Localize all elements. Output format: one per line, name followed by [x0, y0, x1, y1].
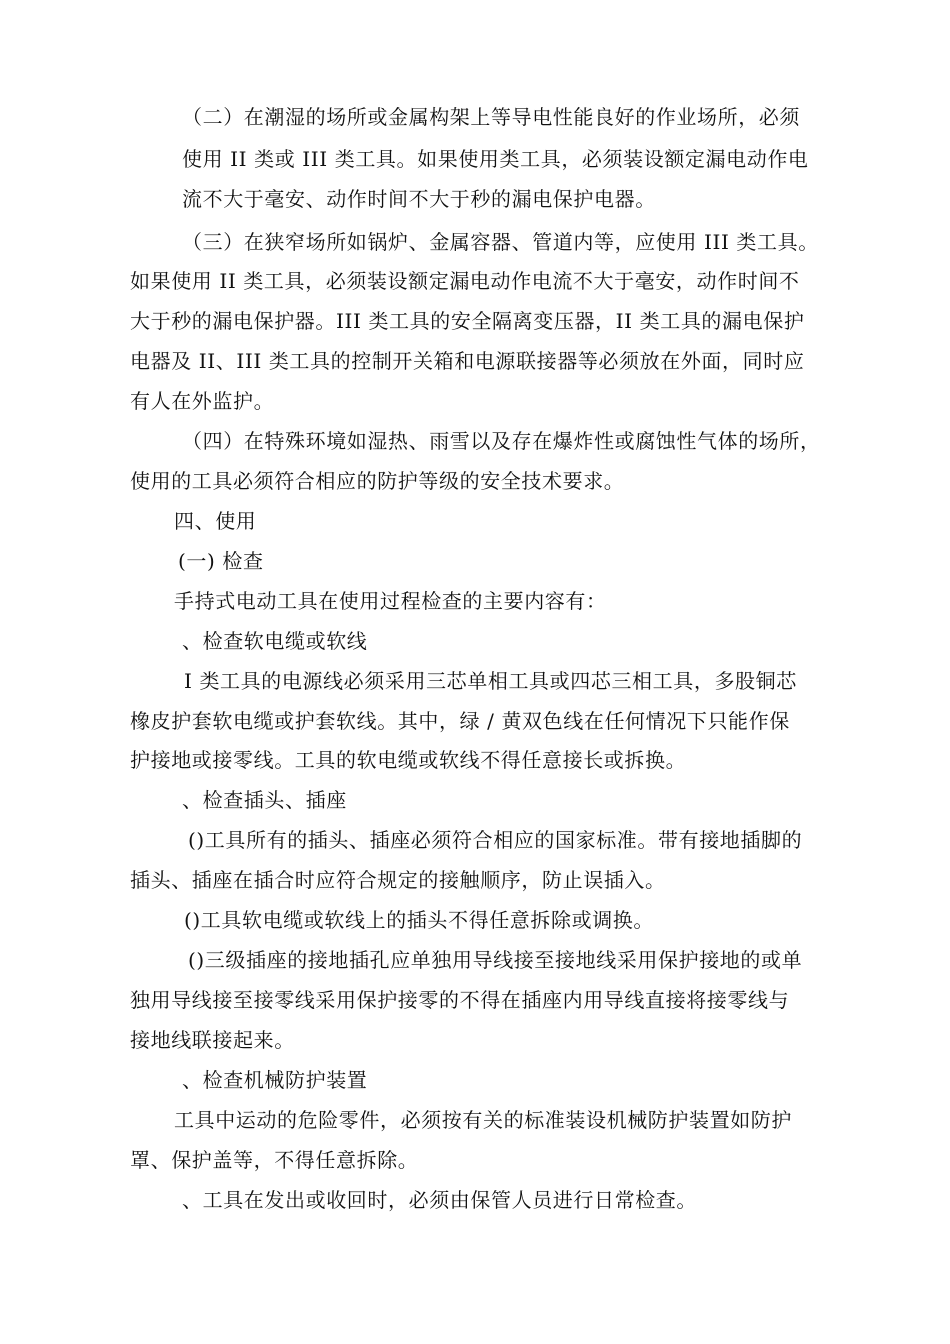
text-line: 有人在外监护。: [130, 389, 275, 413]
section-heading: 四、使用: [174, 509, 257, 533]
item-heading: 、检查机械防护装置: [182, 1068, 368, 1092]
subsection-heading: (一) 检查: [178, 549, 264, 573]
text-line: ()三级插座的接地插孔应单独用导线接至接地线采用保护接地的或单: [188, 948, 803, 972]
text-line: 手持式电动工具在使用过程检查的主要内容有：: [174, 589, 607, 613]
text-line: 使用的工具必须符合相应的防护等级的安全技术要求。: [130, 469, 625, 493]
text-line: 使用 II 类或 III 类工具。如果使用类工具，必须装设额定漏电动作电: [182, 147, 809, 171]
text-line: 接地线联接起来。: [130, 1028, 295, 1052]
text-line: 电器及 II、III 类工具的控制开关箱和电源联接器等必须放在外面，同时应: [130, 349, 805, 373]
text-line: ()工具所有的插头、插座必须符合相应的国家标准。带有接地插脚的: [188, 828, 803, 852]
item-heading: 、检查插头、插座: [182, 788, 347, 812]
item-heading: 、工具在发出或收回时，必须由保管人员进行日常检查。: [182, 1188, 697, 1212]
text-line: 流不大于毫安、动作时间不大于秒的漏电保护电器。: [182, 187, 656, 211]
text-line: 大于秒的漏电保护器。III 类工具的安全隔离变压器，II 类工具的漏电保护: [130, 309, 805, 333]
text-line: ()工具软电缆或软线上的插头不得任意拆除或调换。: [184, 908, 655, 932]
text-line: （三）在狭窄场所如锅炉、金属容器、管道内等，应使用 III 类工具。: [182, 230, 819, 254]
text-line: 护接地或接零线。工具的软电缆或软线不得任意接长或拆换。: [130, 748, 687, 772]
text-line: 罩、保护盖等，不得任意拆除。: [130, 1148, 419, 1172]
text-line: 橡皮护套软电缆或护套软线。其中，绿 / 黄双色线在任何情况下只能作保: [130, 709, 790, 733]
item-heading: 、检查软电缆或软线: [182, 629, 368, 653]
text-line: （二）在潮湿的场所或金属构架上等导电性能良好的作业场所，必须: [182, 105, 800, 129]
text-line: 如果使用 II 类工具，必须装设额定漏电动作电流不大于毫安，动作时间不: [130, 269, 800, 293]
text-line: 工具中运动的危险零件，必须按有关的标准装设机械防护装置如防护: [174, 1108, 792, 1132]
text-line: （四）在特殊环境如湿热、雨雪以及存在爆炸性或腐蚀性气体的场所，: [182, 429, 821, 453]
text-line: 独用导线接至接零线采用保护接零的不得在插座内用导线直接将接零线与: [130, 988, 790, 1012]
text-line: 插头、插座在插合时应符合规定的接触顺序，防止误插入。: [130, 868, 666, 892]
text-line: I 类工具的电源线必须采用三芯单相工具或四芯三相工具，多股铜芯: [184, 669, 797, 693]
